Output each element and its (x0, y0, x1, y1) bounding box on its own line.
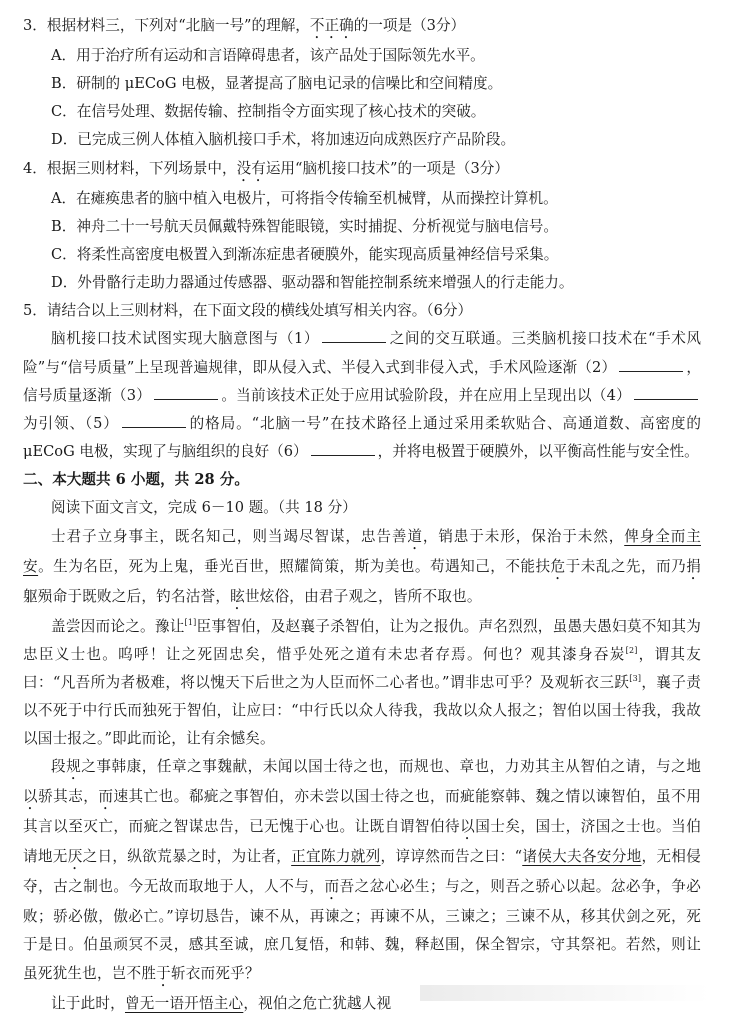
text: C．在信号处理、数据传输、控制指令方面实现了核心技术的突破。 (51, 103, 486, 121)
answer-blank[interactable] (634, 385, 698, 400)
text: 士君子立身事主，既名知己，则当竭尽智谋，忠告善 (51, 527, 408, 545)
text: D．已完成三例人体植入脑机接口手术，将加速迈向成熟医疗产品阶段。 (51, 131, 516, 149)
text: ，视伯之危亡犹越人视 (243, 994, 392, 1012)
answer-blank[interactable] (122, 413, 186, 428)
text-line (23, 42, 701, 70)
underlined-text: 诸侯大夫各安分地 (522, 848, 642, 866)
text: A．用于治疗所有运动和言语障碍患者，该产品处于国际领先水平。 (51, 47, 485, 64)
emphasized-text: 于 (156, 964, 171, 982)
text-line (23, 494, 701, 522)
text: 。生为名臣，死为上鬼，垂光百世，照耀简策，斯为美也。苟遇知己，不能扶 (38, 557, 551, 575)
emphasized-text: 以 (460, 818, 476, 836)
footnote-ref: [1] (184, 617, 197, 627)
text-line (23, 70, 701, 98)
text: 运用“脑机接口技术”的一项是（3分） (265, 159, 509, 177)
text: 吾之忿心必生；与之，则吾之骄心以起。忿必争，争必败；骄必傲，傲必亡。”谆切恳告，谏不从，再谏之；再谏不从，三谏之；三谏不从，移其伏剑之死，死于是日。伯虽顽冥不灵，感其至诚，庶几复悟，和韩、魏，释赵围，保全智宗，守其祭祀。若然，则让虽死犹生也，岂不胜 (23, 878, 701, 982)
text: 之间的交互联通。三类脑机接口技术在“手术风险”与“信号质量”上呈现普遍规律，即从侵入式、半侵入式到非侵入式，手术风险逐渐（2） (23, 330, 701, 376)
text: B．神舟二十一号航天员佩戴特殊智能眼镜，实时捕捉、分析视觉与脑电信号。 (51, 217, 558, 235)
text-line (23, 98, 701, 126)
text: 段 (51, 758, 67, 776)
text-line (23, 613, 701, 754)
text: 世炫俗，由君子观之，皆所不取也。 (244, 587, 482, 605)
text: C．将柔性高密度电极置入到渐冻症患者硬膜外，能实现高质量神经信号采集。 (51, 245, 559, 263)
text: 之事韩康，任章之事魏献，未闻以国士待之也，而规也、章也，力劝其主从智伯之请，与之地 (81, 758, 701, 776)
text: ，谓其友曰：“凡吾所为者极难，将以愧天下后世之为人臣而怀二心者也。”谓非忠可乎？及观斩衣三跃 (23, 645, 701, 691)
emphasized-text: 而 (98, 788, 114, 806)
underlined-text: 曾无一语开悟主心 (124, 994, 244, 1012)
text: 3．根据材料三，下列对“北脑一号”的理解， (23, 17, 310, 34)
emphasized-text: 不正确 (309, 17, 354, 34)
answer-blank[interactable] (619, 357, 683, 372)
text-line (23, 241, 701, 269)
text: 躯殒命于既败之后，钓名沽誉， (23, 587, 231, 605)
text: 。当前该技术正处于应用试验阶段，并在应用上呈现出以（4） (221, 386, 631, 404)
text: ，并将电极置于硬膜外，以平衡高性能与安全性。 (377, 443, 699, 461)
text-line (23, 753, 701, 989)
text: 国士矣，国士，济国之士也。当伯请地无 (23, 818, 701, 866)
text: ，销患于未形，保治于未然， (422, 527, 625, 545)
text: 让于此时， (51, 994, 125, 1012)
text: 于未乱之先，而乃 (565, 557, 687, 575)
text: 二、本大题共 6 小题，共 28 分。 (23, 471, 249, 489)
text: 为引领、（5） (23, 414, 119, 432)
emphasized-text: 以 (23, 788, 39, 806)
text: 脑机接口技术试图实现大脑意图与（1） (51, 330, 320, 348)
text-line (23, 12, 701, 42)
text-line (23, 523, 701, 613)
text-line (23, 126, 701, 154)
text-line (23, 325, 701, 466)
text: ，信号质量逐渐（3） (23, 358, 701, 404)
emphasized-text: 危 (550, 557, 566, 575)
answer-blank[interactable] (154, 385, 218, 400)
text: 速其亡也。郗疵之事智伯，亦未尝以国士待之也，而疵能察韩、魏之情以谏智伯，虽不用其言以至灭亡，而疵之智谋忠告，已无愧于心也。让既自谓智伯待 (23, 788, 701, 836)
text: D．外骨骼行走助力器通过传感器、驱动器和智能控制系统来增强人的行走能力。 (51, 274, 574, 292)
text-line (23, 297, 701, 325)
text-line (23, 185, 701, 213)
text: 骄其志， (38, 788, 99, 806)
underlined-text: 正宜陈力就列 (291, 848, 381, 866)
text: ，襄子责以不死于中行氏而独死于智伯，让应曰：“中行氏以众人待我，我故以众人报之；智伯以国士待我，我故以国士报之。”即此而论，让有余憾矣。 (23, 673, 701, 748)
text: 斩衣而死乎？ (170, 964, 260, 982)
exam-page (23, 12, 701, 1018)
emphasized-text: 规 (66, 758, 82, 776)
text-line (23, 269, 701, 297)
text: 4．根据三则材料，下列场景中， (23, 159, 237, 177)
text-line (23, 155, 701, 185)
text: B．研制的 μECoG 电极，显著提高了脑电记录的信噪比和空间精度。 (51, 75, 503, 93)
text: 的格局。“北脑一号”在技术路径上通过采用柔软贴合、高通道数、高密度的 μECoG 电极，实现了与脑组织的良好（6） (23, 414, 701, 461)
emphasized-text: 捐 (686, 557, 702, 575)
emphasized-text: 没有 (236, 159, 266, 177)
text: 5．请结合以上三则材料，在下面文段的横线处填写相关内容。（6分） (23, 302, 473, 320)
text: 之日，纵欲荒暴之时，为让者， (82, 848, 292, 866)
emphasized-text: 道 (407, 527, 423, 545)
footnote-ref: [3] (629, 673, 642, 683)
emphasized-text: 厌 (67, 848, 83, 866)
faded-scan-area (420, 985, 710, 1001)
text-line (23, 213, 701, 241)
text: 的一项是（3分） (353, 17, 466, 34)
emphasized-text: 而 (324, 878, 340, 896)
emphasized-text: 眩 (230, 587, 245, 605)
footnote-ref: [2] (625, 645, 638, 655)
text: ，谆谆然而告之曰：“ (380, 848, 523, 866)
text-line (23, 466, 701, 494)
answer-blank[interactable] (311, 441, 375, 456)
text: 阅读下面文言文，完成 6－10 题。（共 18 分） (51, 499, 357, 517)
underlined-text: 俾身全而主安 (23, 527, 701, 575)
text: 臣事智伯，及赵襄子杀智伯，让为之报仇。声名烈烈，虽愚夫愚妇莫不知其为忠臣义士也。呜呼！让之死固忠矣，惜乎处死之道有未忠者存焉。何也？观其漆身吞炭 (23, 617, 701, 663)
text: A．在瘫痪患者的脑中植入电极片，可将指令传输至机械臂，从而操控计算机。 (51, 189, 558, 207)
text: ，无相侵夺，古之制也。今无故而取地于人，人不与， (23, 848, 701, 896)
answer-blank[interactable] (322, 328, 386, 343)
text: 盖尝因而论之。豫让 (51, 617, 185, 635)
